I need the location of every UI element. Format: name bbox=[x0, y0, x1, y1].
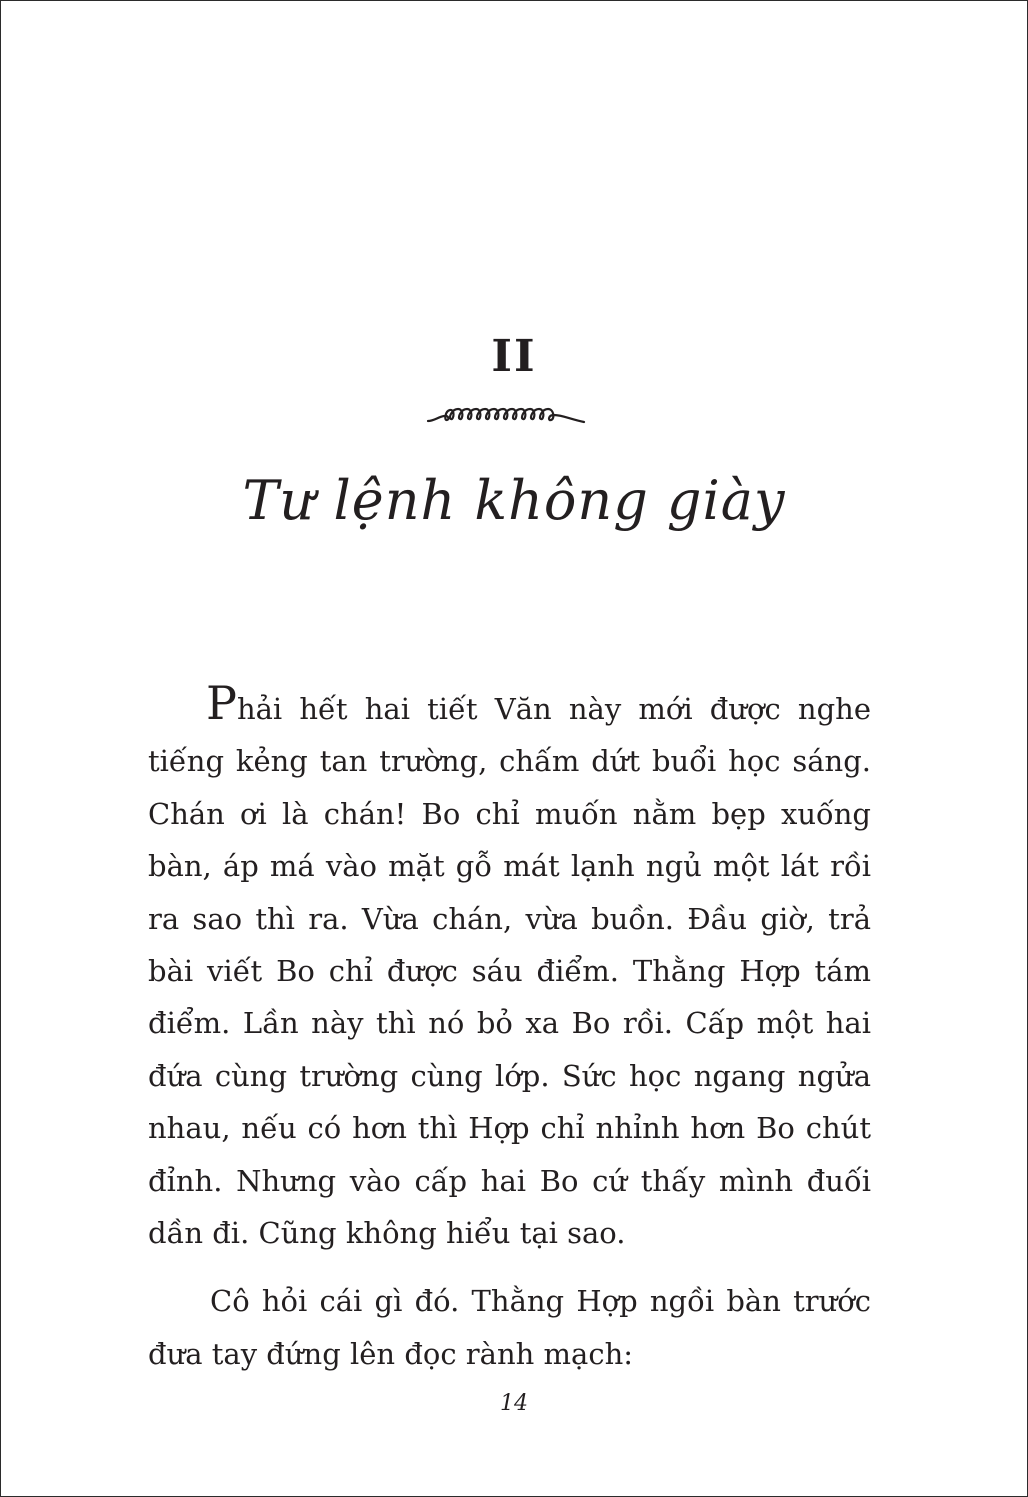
page-number: 14 bbox=[500, 1391, 528, 1416]
chapter-title: Tư lệnh không giày bbox=[242, 469, 786, 532]
chapter-number: II bbox=[491, 331, 537, 382]
scroll-loops-ornament-icon bbox=[424, 399, 590, 429]
chapter-body bbox=[148, 676, 871, 1380]
paragraph bbox=[148, 676, 871, 1259]
drop-cap: P bbox=[206, 676, 237, 730]
paragraph-text: hải hết hai tiết Văn này mới được nghe tiếng kẻng tan trường, chấm dứt buổi học sáng. Chán ơi là chán! Bo chỉ muốn nằm bẹp xuống bàn, áp má vào mặt gỗ mát lạnh ngủ một lát rồi ra sao thì ra. Vừa chán, vừa buồn. Đầu giờ, trả bài viết Bo chỉ được sáu điểm. Thằng Hợp tám điểm. Lần này thì nó bỏ xa Bo rồi. Cấp một hai đứa cùng trường cùng lớp. Sức học ngang ngửa nhau, nếu có hơn thì Hợp chỉ nhỉnh hơn Bo chút đỉnh. Nhưng vào cấp hai Bo cứ thấy mình đuối dần đi. Cũng không hiểu tại sao. bbox=[148, 692, 871, 1251]
paragraph: Cô hỏi cái gì đó. Thằng Hợp ngồi bàn trước đưa tay đứng lên đọc rành mạch: bbox=[148, 1284, 871, 1371]
